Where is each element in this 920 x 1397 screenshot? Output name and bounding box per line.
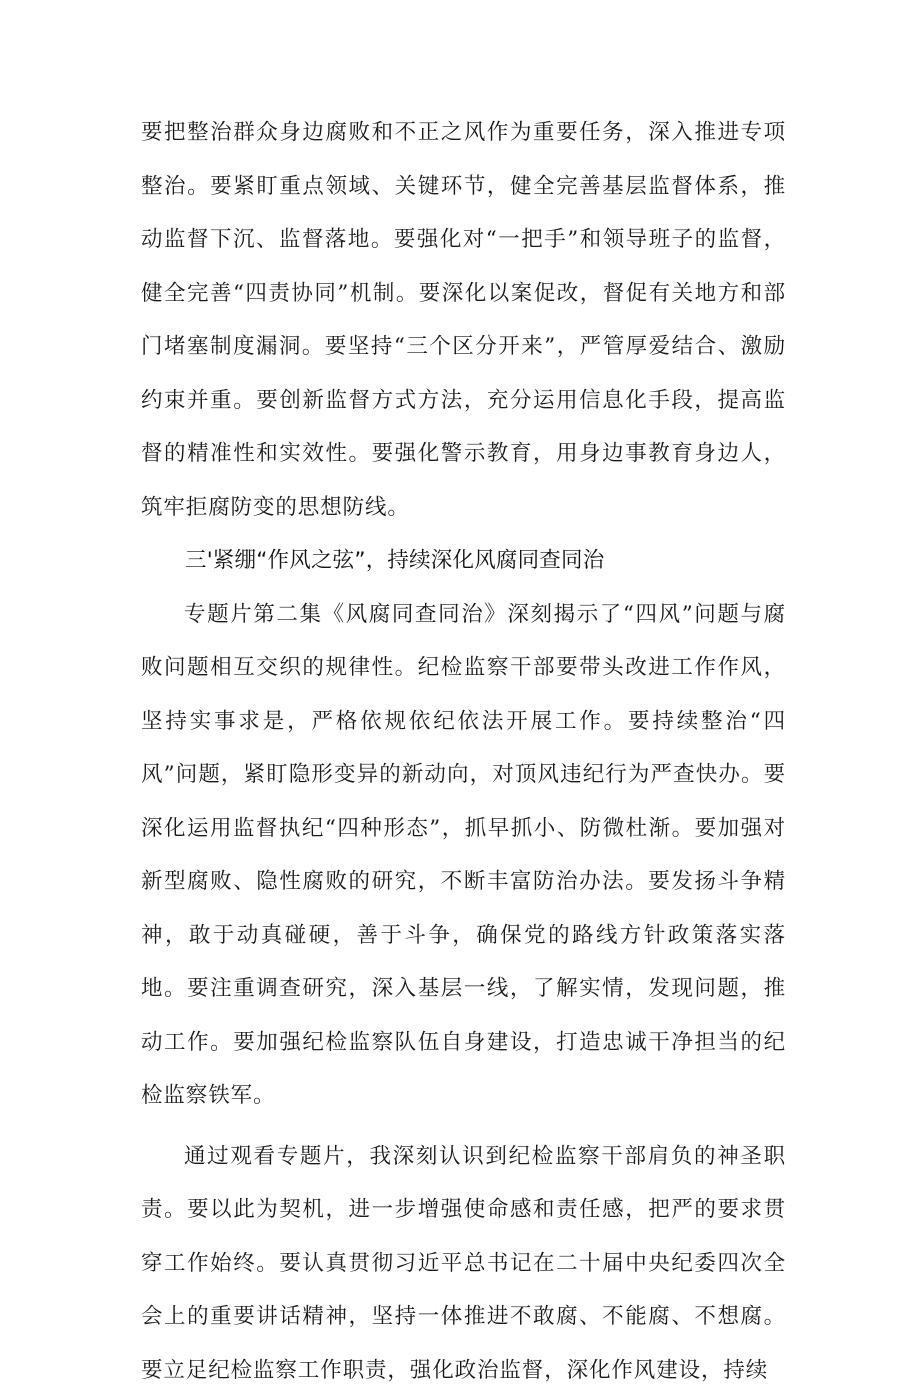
document-body [141, 106, 786, 1397]
paragraph-continued: 要把整治群众身边腐败和不正之风作为重要任务，深入推进专项整治。要紧盯重点领域、关键环节，健全完善基层监督体系，推动监督下沉、监督落地。要强化对“一把手”和领导班子的监督，健全完善“四责协同”机制。要深化以案促改，督促有关地方和部门堵塞制度漏洞。要坚持“三个区分开来”，严管厚爱结合、激励约束并重。要创新监督方式方法，充分运用信息化手段，提高监督的精准性和实效性。要强化警示教育，用身边事教育身边人，筑牢拒腐防变的思想防线。 [141, 106, 786, 534]
section-heading: 三'紧绷“作风之弦”，持续深化风腐同查同治 [141, 534, 786, 588]
paragraph: 专题片第二集《风腐同查同治》深刻揭示了“四风”问题与腐败问题相互交织的规律性。纪检监察干部要带头改进工作作风，坚持实事求是，严格依规依纪依法开展工作。要持续整治“四风”问题，紧盯隐形变异的新动向，对顶风违纪行为严查快办。要深化运用监督执纪“四种形态”，抓早抓小、防微杜渐。要加强对新型腐败、隐性腐败的研究，不断丰富防治办法。要发扬斗争精神，敢于动真碰硬，善于斗争，确保党的路线方针政策落实落地。要注重调查研究，深入基层一线，了解实情，发现问题，推动工作。要加强纪检监察队伍自身建设，打造忠诚干净担当的纪检监察铁军。 [141, 588, 786, 1123]
paragraph: 通过观看专题片，我深刻认识到纪检监察干部肩负的神圣职责。要以此为契机，进一步增强使命感和责任感，把严的要求贯穿工作始终。要认真贯彻习近平总书记在二十届中央纪委四次全会上的重要讲话精神，坚持一体推进不敢腐、不能腐、不想腐。要立足纪检监察工作职责，强化政治监督，深化作风建设，持续 [141, 1130, 786, 1397]
